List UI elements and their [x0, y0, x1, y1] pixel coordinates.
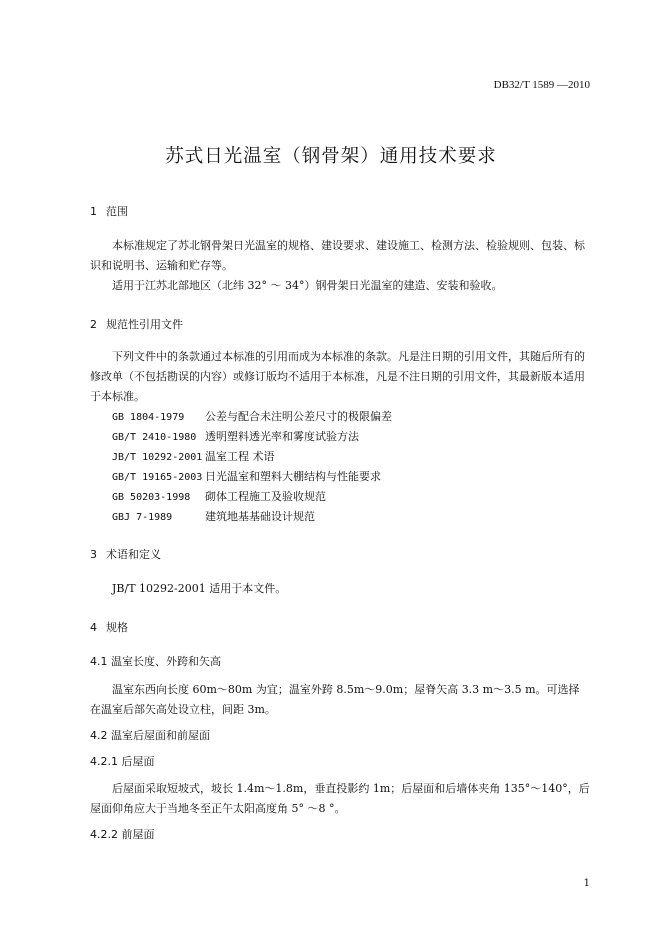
subsection-4-1-heading: 4.1 温室长度、外跨和矢高: [90, 655, 221, 668]
reference-item: [112, 487, 326, 508]
section-1-paragraph-1: 本标准规定了苏北钢骨架日光温室的规格、建设要求、建设施工、检测方法、检验规则、包装、标识和说明书、运输和贮存等。: [90, 239, 585, 272]
section-title: 规范性引用文件: [106, 318, 183, 331]
reference-code: GB/T 19165-2003: [112, 472, 203, 483]
section-number: 2: [90, 318, 97, 331]
reference-item: [112, 407, 392, 428]
subsection-4-2-1-heading: 4.2.1 后屋面: [90, 755, 155, 768]
section-number: 3: [90, 548, 97, 561]
reference-code: GBJ 7-1989: [112, 512, 173, 523]
reference-name: 公差与配合未注明公差尺寸的极限偏差: [205, 410, 392, 423]
section-3-paragraph-1: JB/T 10292-2001 适用于本文件。: [112, 582, 287, 595]
reference-item: [112, 427, 359, 448]
reference-item: [112, 447, 275, 468]
reference-name: 砌体工程施工及验收规范: [205, 490, 326, 503]
section-title: 术语和定义: [106, 548, 161, 561]
reference-name: 日光温室和塑料大棚结构与性能要求: [205, 470, 381, 483]
reference-item: [112, 467, 381, 488]
section-4-heading: [90, 619, 128, 635]
reference-name: 透明塑料透光率和雾度试验方法: [205, 430, 359, 443]
section-2-heading: [90, 316, 183, 332]
reference-code: GB/T 2410-1980: [112, 432, 197, 443]
document-title: 苏式日光温室（钢骨架）通用技术要求: [165, 146, 497, 167]
page-number: 1: [583, 878, 590, 889]
section-number: 1: [90, 205, 97, 218]
reference-code: JB/T 10292-2001: [112, 452, 203, 463]
section-2-paragraph-1: 下列文件中的条款通过本标准的引用而成为本标准的条款。凡是注日期的引用文件，其随后所有的修改单（不包括勘误的内容）或修订版均不适用于本标准，凡是不注日期的引用文件，其最新版本适用于本标准。: [90, 350, 585, 403]
subsection-4-2-heading: 4.2 温室后屋面和前屋面: [90, 729, 210, 742]
section-title: 规格: [106, 621, 128, 634]
reference-name: 温室工程 术语: [205, 450, 275, 463]
section-title: 范围: [106, 205, 128, 218]
reference-item: [112, 507, 315, 528]
section-1-heading: [90, 203, 128, 219]
subsection-4-2-2-heading: 4.2.2 前屋面: [90, 828, 155, 841]
section-1-paragraph-2: 适用于江苏北部地区（北纬 32° ～ 34°）钢骨架日光温室的建造、安装和验收。: [112, 279, 503, 292]
reference-code: GB 50203-1998: [112, 492, 191, 503]
subsection-4-2-1-paragraph: 后屋面采取短坡式，坡长 1.4m～1.8m，垂直投影约 1m；后屋面和后墙体夹角 135°～140°，后屋面仰角应大于当地冬至正午太阳高度角 5° ～8 °。: [90, 782, 590, 815]
section-3-heading: [90, 546, 161, 562]
standard-code: DB32/T 1589 —2010: [493, 79, 590, 91]
section-number: 4: [90, 621, 97, 634]
reference-name: 建筑地基基础设计规范: [205, 510, 315, 523]
reference-code: GB 1804-1979: [112, 412, 185, 423]
subsection-4-1-paragraph: 温室东西向长度 60m～80m 为宜；温室外跨 8.5m～9.0m；屋脊矢高 3.3 m～3.5 m。可选择在温室后部矢高处设立柱，间距 3m。: [90, 683, 580, 716]
